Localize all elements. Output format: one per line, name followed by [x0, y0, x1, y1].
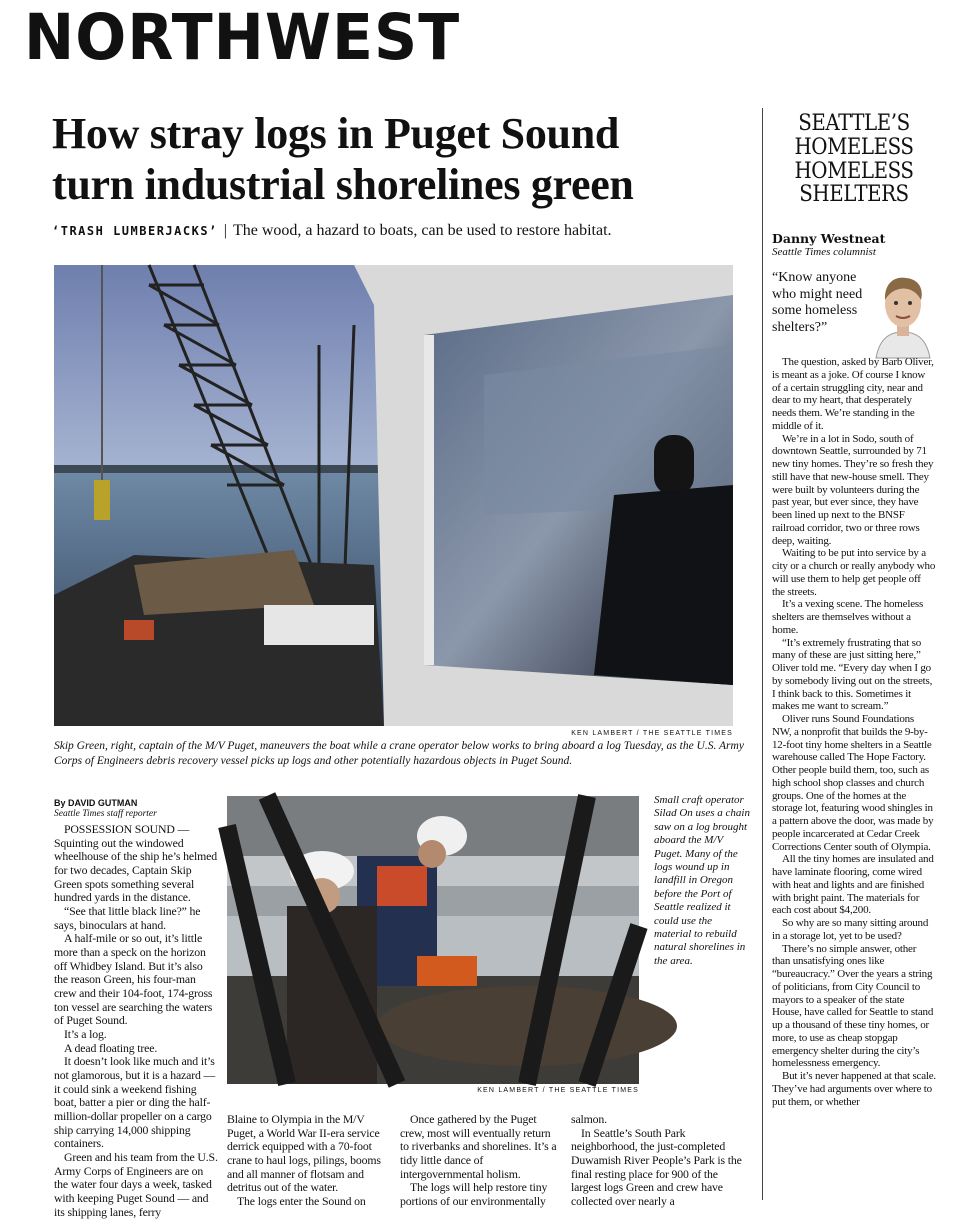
paragraph: POSSESSION SOUND — Squinting out the windowed wheelhouse of the ship he’s helmed for two decades, Captain Skip Green spots something several hundred yards in the distance.: [54, 822, 217, 905]
main-photo-credit: KEN LAMBERT / THE SEATTLE TIMES: [571, 730, 733, 737]
paragraph: There’s no simple answer, other than unsatisfying ones like “bureaucracy.” Over the years a string of politicians, from City Council to mayors to a speaker of the state House, have called for Seattle to stand up a thousand of these tiny homes, or more, to use as cheap stopgap emergency shelter during the city’s homelessness emergency.: [772, 942, 934, 1070]
paragraph: The logs will help restore tiny portions of our environmentally: [400, 1180, 548, 1209]
sidebar-divider: [762, 108, 763, 1200]
deck-text: The wood, a hazard to boats, can be used to restore habitat.: [232, 222, 612, 239]
paragraph: It’s a log.: [64, 1027, 107, 1042]
byline-role: Seattle Times staff reporter: [54, 809, 157, 819]
article-column-2: [227, 1112, 391, 1209]
article-column-4: [571, 1112, 749, 1209]
article-column-3: [400, 1112, 562, 1209]
paragraph: Blaine to Olympia in the M/V Puget, a World War II-era service derrick equipped with a 70-foot crane to haul logs, pilings, booms and all manner of flotsam and detritus out of the water.: [227, 1112, 381, 1195]
paragraph: A dead floating tree.: [64, 1040, 158, 1055]
sidebar-body: [772, 356, 936, 1200]
article-column-1: [54, 822, 218, 1219]
paragraph: But it’s never happened at that scale. They’ve had arguments over where to put them, or whether: [772, 1070, 936, 1108]
paragraph: It’s a vexing scene. The homeless shelters are themselves without a home.: [772, 598, 924, 636]
second-photo-image: [227, 796, 639, 1084]
paragraph: In Seattle’s South Park neighborhood, the just-completed Duwamish River People’s Park is the final resting place for 900 of the largest logs Green and crew have collected over nearly a: [571, 1125, 742, 1209]
sidebar-title-line: HOMELESS: [794, 134, 914, 160]
paragraph: All the tiny homes are insulated and have laminate flooring, come wired with heat and lights and are finished with bright paint. The materials for each cost about $4,200.: [772, 853, 934, 917]
paragraph: “It’s extremely frustrating that so many of these are just sitting here,” Oliver told me. “Every day when I go by somebody living out on the streets, I think back to this. Sometimes it makes me want to scream.”: [772, 636, 933, 713]
deck-separator: |: [223, 222, 227, 239]
headline-line-2: turn industrial shorelines green: [52, 160, 634, 210]
article-deck: [52, 222, 752, 240]
second-photo-caption: Small craft operator Silad On uses a chain saw on a log brought aboard the M/V Puget. Many of the logs wound up in landfill in Oregon before the Port of Seattle realized it could use the material to rebuild natural shorelines in the area.: [654, 794, 750, 967]
section-masthead: NORTHWEST: [24, 1, 461, 75]
sidebar-title-line: SHELTERS: [799, 182, 909, 208]
paragraph: Oliver runs Sound Foundations NW, a nonprofit that builds the 9-by-12-foot tiny home shelters in a Seattle warehouse called The Hope Factory. Other people build them, too, such as high school shop classes and church groups. One of the homes at the storage lot, featuring wood shingles in a pattern above the door, was made by people incarcerated at Cedar Creek Corrections Center south of Olympia.: [772, 713, 934, 853]
columnist-role: Seattle Times columnist: [772, 246, 876, 258]
sidebar-title: [778, 112, 929, 207]
headline-line-1: How stray logs in Puget Sound: [52, 109, 620, 158]
paragraph: We’re in a lot in Sodo, south of downtown Seattle, surrounded by 71 new tiny homes. They’re so fresh they still have that new-house smell. They were built by volunteers during the past year, but ever since, they have been lined up next to the BNSF railroad corridor, two or three rows deep, waiting.: [772, 432, 934, 547]
pull-quote: “Know anyone who might need some homeless shelters?”: [772, 270, 863, 335]
paragraph: The question, asked by Barb Oliver, is meant as a joke. Of course I know of a certain struggling city, near and dear to my heart, that desperately needs them. We’re standing in the middle of it.: [772, 356, 934, 432]
article-headline: [52, 108, 752, 210]
second-photo-credit: KEN LAMBERT / THE SEATTLE TIMES: [477, 1087, 639, 1094]
sidebar-title-line: HOMELESS: [794, 158, 914, 184]
byline: By DAVID GUTMAN: [54, 798, 138, 808]
paragraph: salmon.: [571, 1112, 607, 1126]
paragraph: So why are so many sitting around in a storage lot, yet to be used?: [772, 917, 929, 942]
main-photo-caption: Skip Green, right, captain of the M/V Puget, maneuvers the boat while a crane operator below works to bring aboard a log Tuesday, as the U.S. Army Corps of Engineers debris recovery vessel picks up logs and other potentially hazardous objects in Puget Sound.: [54, 740, 744, 768]
paragraph: Green and his team from the U.S. Army Corps of Engineers are on the water four days a week, tasked with keeping Puget Sound — and its shipping lanes, ferry: [54, 1150, 218, 1219]
main-photo-image: [54, 265, 733, 726]
sidebar-title-line: SEATTLE’S: [798, 111, 910, 136]
deck-kicker: ‘TRASH LUMBERJACKS’: [52, 224, 218, 238]
paragraph: Once gathered by the Puget crew, most will eventually return to riverbanks and shorelines. It’s a tidy little dance of intergovernmental holism.: [400, 1112, 557, 1181]
columnist-photo-image: [872, 270, 934, 358]
paragraph: The logs enter the Sound on: [237, 1194, 366, 1209]
main-photo: [54, 265, 733, 726]
second-photo: [227, 796, 639, 1084]
columnist-name: Danny Westneat: [772, 231, 886, 246]
paragraph: A half-mile or so out, it’s little more than a speck on the horizon off Whidbey Island. But it’s also the reason Green, his four-man crew and their 104-foot, 174-gross ton vessel are searching the waters of Puget Sound.: [54, 931, 213, 1028]
paragraph: It doesn’t look like much and it’s not glamorous, but it is a hazard — it could sink a weekend fishing boat, batter a pier or ding the half-million-dollar propeller on a cargo ship carrying 14,000 shipping containers.: [54, 1054, 216, 1151]
paragraph: “See that little black line?” he says, binoculars at hand.: [54, 904, 201, 932]
paragraph: Waiting to be put into service by a city or a church or really anybody who will use them to help get people off the streets.: [772, 547, 936, 598]
columnist-photo: [872, 270, 934, 358]
